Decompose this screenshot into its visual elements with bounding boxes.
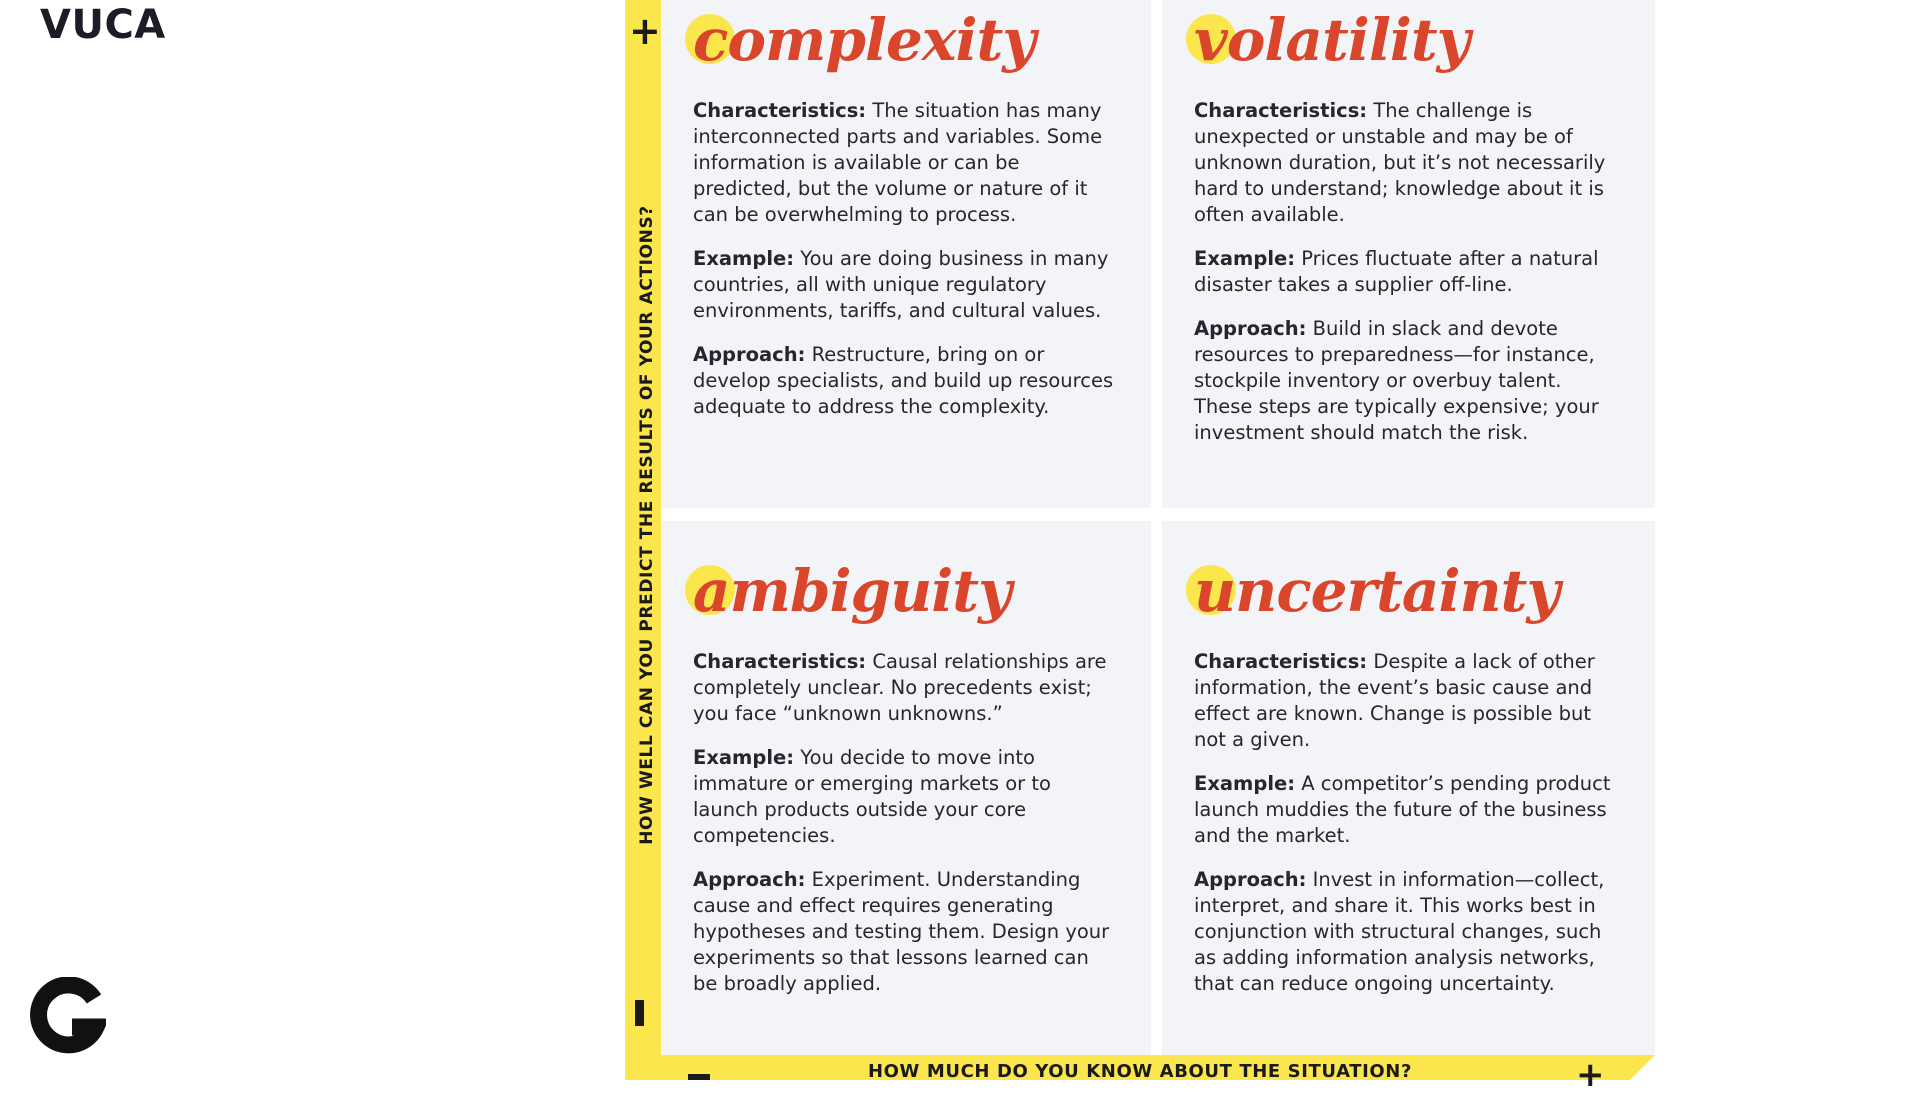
approach-paragraph: Approach: Invest in information—collect, interpret, and share it. This works best in conjunction with structural changes, such as adding information analysis networks, that can reduce ongoing uncertainty. (1194, 868, 1605, 995)
approach-paragraph: Approach: Restructure, bring on or develop specialists, and build up resources adequate to address the complexity. (693, 343, 1114, 418)
example-paragraph: Example: You decide to move into immature or emerging markets or to launch products outside your core competencies. (693, 746, 1051, 847)
quadrant-title: complexity (693, 0, 1115, 80)
quadrant-ambiguity (661, 521, 1151, 1055)
quadrant-uncertainty (1162, 521, 1655, 1055)
y-axis-minus-icon (635, 1000, 644, 1026)
example-paragraph: Example: A competitor’s pending product launch muddies the future of the business and the market. (1194, 772, 1611, 847)
approach-paragraph: Approach: Build in slack and devote resources to preparedness—for instance, stockpile inventory or overbuy talent. These steps are typically expensive; your investment should match the risk. (1194, 317, 1599, 444)
characteristics-paragraph: Characteristics: The challenge is unexpected or unstable and may be of unknown duration, but it’s not necessarily hard to understand; knowledge about it is often available. (1194, 99, 1606, 226)
quadrant-complexity (661, 0, 1151, 508)
y-axis-label: HOW WELL CAN YOU PREDICT THE RESULTS OF YOUR ACTIONS? (637, 205, 657, 845)
y-axis-plus-icon: + (629, 9, 661, 53)
approach-paragraph: Approach: Experiment. Understanding cause and effect requires generating hypotheses and testing them. Design your experiments so that lessons learned can be broadly applied. (693, 868, 1110, 995)
corner-cut (1630, 1054, 1656, 1080)
quadrant-volatility (1162, 0, 1655, 508)
quadrant-title: volatility (1194, 0, 1619, 80)
characteristics-paragraph: Characteristics: The situation has many interconnected parts and variables. Some information is available or can be predicted, but the volume or nature of it can be overwhelming to process. (693, 99, 1103, 226)
quadrant-body (1194, 649, 1619, 997)
quadrant-title: uncertainty (1194, 551, 1619, 631)
g-logo-icon (28, 977, 106, 1055)
example-paragraph: Example: Prices fluctuate after a natural disaster takes a supplier off-line. (1194, 247, 1599, 296)
vuca-matrix (625, 0, 1655, 1095)
characteristics-paragraph: Characteristics: Causal relationships are completely unclear. No precedents exist; you face “unknown unknowns.” (693, 650, 1107, 725)
quadrant-body (693, 98, 1115, 420)
x-axis-label: HOW MUCH DO YOU KNOW ABOUT THE SITUATION? (867, 1061, 1412, 1082)
quadrant-body (693, 649, 1115, 997)
quadrant-body (1194, 98, 1619, 446)
quadrant-title: ambiguity (693, 551, 1115, 631)
characteristics-paragraph: Characteristics: Despite a lack of other information, the event’s basic cause and effect are known. Change is possible but not a given. (1194, 650, 1595, 751)
example-paragraph: Example: You are doing business in many countries, all with unique regulatory environments, tariffs, and cultural values. (693, 247, 1109, 322)
slide-title: VUCA (40, 2, 166, 48)
x-axis-plus-icon: + (1576, 1055, 1605, 1095)
